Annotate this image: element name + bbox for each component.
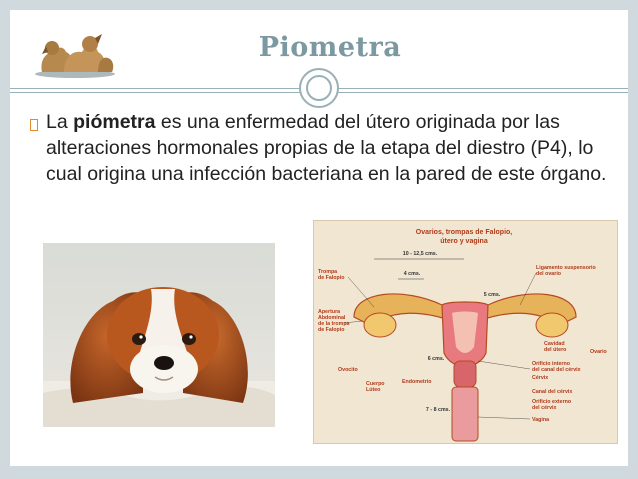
label-del-utero: del útero [544, 347, 567, 353]
label-cervix: Cérvix [532, 375, 549, 381]
dim-6: 6 cms. [427, 356, 445, 362]
dogs-logo-icon [32, 24, 118, 80]
dim-5: 5 cms. [483, 292, 501, 298]
slide-title: Piometra [258, 32, 402, 63]
label-ovocito: Ovocito [338, 367, 358, 373]
label-cavidad: Cavidad [544, 341, 565, 347]
dim-7-8: 7 - 8 cms. [425, 407, 451, 413]
square-bullet-icon [30, 119, 38, 131]
ring-ornament-inner [306, 75, 332, 101]
bullet-text-keyword: piómetra [73, 111, 156, 133]
diagram-title-1: Ovarios, trompas de Falopio, [415, 229, 513, 236]
label-ovario: Ovario [590, 349, 607, 355]
label-de-falopio: de Falopio [318, 275, 345, 281]
label-cuerpo: Cuerpo [366, 381, 385, 387]
label-canal-cervix-int: del canal del cérvix [532, 367, 581, 373]
label-abdominal: Abdominal [318, 315, 346, 321]
dim-top: 10 - 12,5 cms. [402, 251, 438, 257]
bullet-text-body: es una enfermedad del útero originada por las alteraciones hormonales propias de la etapa del diestro (P4), lo cual origina una infección bacteriana en la pared de este órgano. [46, 111, 607, 185]
reproductive-anatomy-diagram [313, 220, 618, 444]
puppy-photo [43, 243, 275, 427]
label-del-cervix: del cérvix [532, 405, 557, 411]
ring-ornament-icon [299, 68, 339, 108]
label-orificio-interno: Orificio interno [532, 361, 570, 367]
label-luteo: Lúteo [366, 387, 381, 393]
bullet-text [46, 109, 616, 187]
label-apertura: Apertura [318, 309, 341, 315]
label-del-ovario: del ovario [536, 271, 562, 277]
label-de-falopio-2: de Falopio [318, 327, 345, 333]
label-vagina: Vagina [532, 417, 550, 423]
dim-4: 4 cms. [403, 271, 421, 277]
label-ligamento: Ligamento suspensorio [536, 265, 596, 271]
label-canal-cervix: Canal del cérvix [532, 389, 573, 395]
label-trompa: Trompa [318, 269, 338, 275]
label-endometrio: Endometrio [402, 379, 432, 385]
diagram-title-2: útero y vagina [440, 238, 488, 245]
bullet-text-lead: La [46, 111, 74, 133]
label-orificio-externo: Orificio externo [532, 399, 572, 405]
label-de-la-trompa: de la trompa [318, 321, 350, 327]
slide-header [10, 10, 628, 88]
content-panel [10, 10, 628, 466]
